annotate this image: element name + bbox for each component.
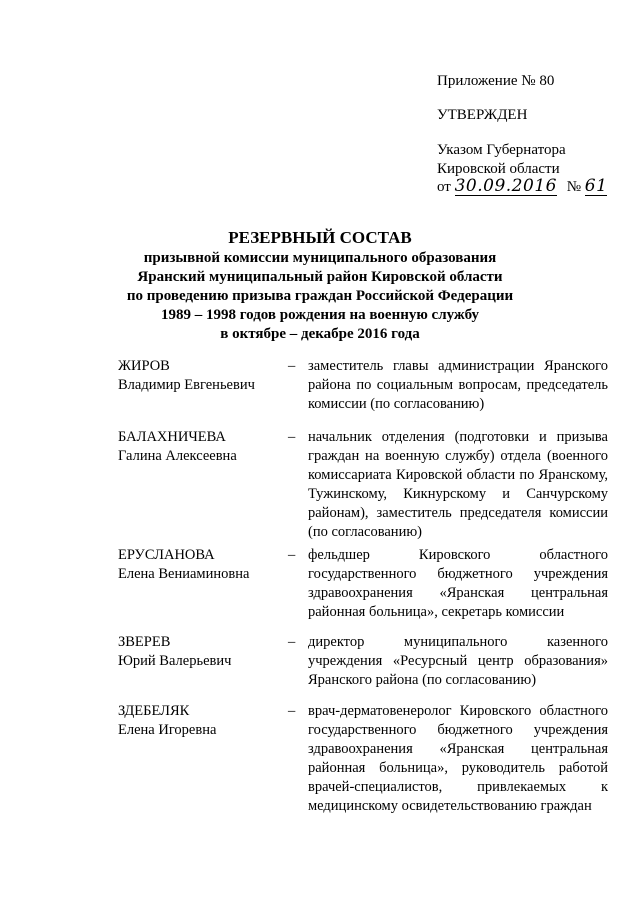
member-surname: ЗДЕБЕЛЯК [118,703,190,719]
member-dash: – [288,547,296,563]
title-line: призывной комиссии муниципального образования [143,250,497,266]
member-role: начальник отделения (подготовки и призыва граждан на военную службу) отдела (военного комиссариата Кировской области по Яранскому, Тужинскому, Кикнурскому и Санчурскому районам), заместитель председателя комиссии (по согласованию) [308,429,608,540]
handwritten-number: 61 [584,176,608,196]
member-name [118,702,288,740]
member-dash: – [288,429,296,445]
member-dash: – [288,358,296,374]
decree-line-1: Указом Губернатора [437,142,566,158]
member-surname: БАЛАХНИЧЕВА [118,429,226,445]
member-role: фельдшер Кировского областного государственного бюджетного учреждения здравоохранения «Яранская центральная районная больница», секретарь комиссии [308,547,608,620]
member-surname: ЗВЕРЕВ [118,634,171,650]
member-dash: – [288,634,296,650]
member-given-name: Владимир Евгеньевич [118,377,255,393]
date-prefix: от [437,179,451,195]
member-name [118,357,288,395]
member-role: заместитель главы администрации Яранского района по социальным вопросам, председатель комиссии (по согласованию) [308,358,608,412]
member-dash: – [288,703,296,719]
title-main: РЕЗЕРВНЫЙ СОСТАВ [228,228,412,247]
member-given-name: Юрий Валерьевич [118,653,232,669]
title-line: по проведению призыва граждан Российской Федерации [126,288,514,304]
member-role: врач-дерматовенеролог Кировского областного государственного бюджетного учреждения здравоохранения «Яранская центральная районная больница», руководитель работой врачей-специалистов, привлекаемых к медицинскому освидетельствованию граждан [308,703,608,814]
title-line: в октябре – декабре 2016 года [220,326,420,342]
number-prefix: № [566,179,582,195]
handwritten-date: 30.09.2016 [454,176,557,196]
member-surname: ЕРУСЛАНОВА [118,547,215,563]
decree-date-line [437,177,607,196]
approved-label: УТВЕРЖДЕН [437,107,528,123]
member-given-name: Галина Алексеевна [118,448,237,464]
title-line: Яранский муниципальный район Кировской области [137,269,503,285]
member-given-name: Елена Игоревна [118,722,217,738]
member-name [118,546,288,584]
title-line: 1989 – 1998 годов рождения на военную службу [160,307,480,323]
appendix-number: Приложение № 80 [437,73,555,89]
member-name [118,633,288,671]
member-name [118,428,288,466]
decree-line-2: Кировской области [437,161,560,177]
document-title [120,228,520,344]
member-surname: ЖИРОВ [118,358,170,374]
member-role: директор муниципального казенного учреждения «Ресурсный центр образования» Яранского района (по согласованию) [308,634,608,688]
member-given-name: Елена Вениаминовна [118,566,250,582]
